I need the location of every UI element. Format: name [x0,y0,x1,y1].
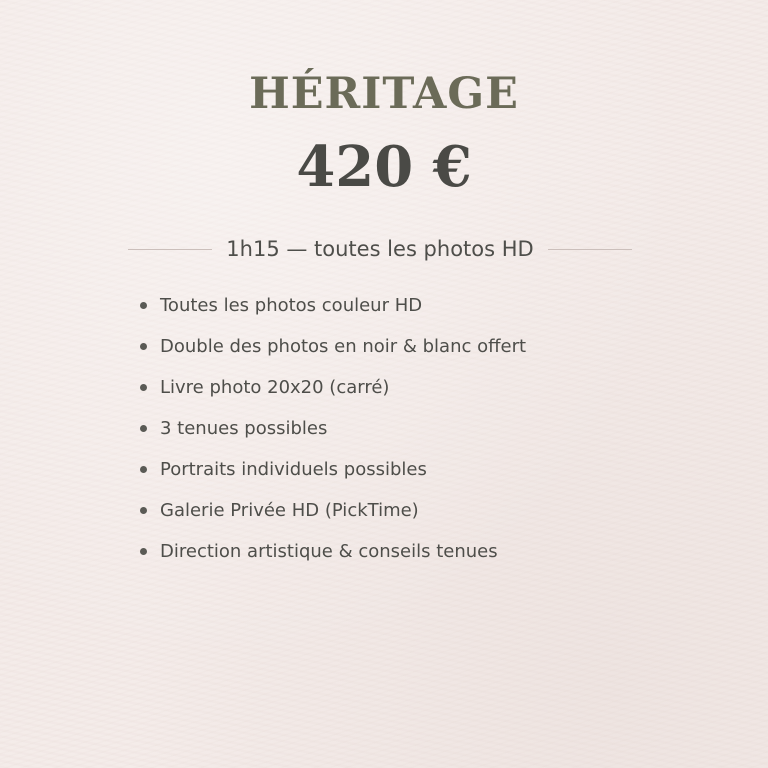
feature-list [138,287,526,574]
feature-label: Livre photo 20x20 (carré) [160,377,390,398]
package-subtitle: 1h15 — toutes les photos HD [226,237,534,261]
feature-item [138,369,526,410]
bullet-icon [140,507,147,514]
package-title: HÉRITAGE [249,69,519,119]
bullet-icon [140,343,147,350]
feature-item [138,451,526,492]
feature-label: Direction artistique & conseils tenues [160,541,498,562]
feature-label: Double des photos en noir & blanc offert [160,336,527,357]
divider-right [548,249,632,250]
subtitle-row [128,232,632,266]
bullet-icon [140,302,147,309]
feature-item [138,287,526,328]
feature-label: Galerie Privée HD (PickTime) [160,500,419,521]
feature-label: Toutes les photos couleur HD [160,295,423,316]
divider-left [128,249,212,250]
feature-item [138,533,526,574]
bullet-icon [140,466,147,473]
package-price: 420 € [296,134,472,200]
feature-item [138,410,526,451]
feature-item [138,492,526,533]
bullet-icon [140,548,147,555]
bullet-icon [140,425,147,432]
feature-label: 3 tenues possibles [160,418,328,439]
feature-item [138,328,526,369]
feature-label: Portraits individuels possibles [160,459,427,480]
bullet-icon [140,384,147,391]
